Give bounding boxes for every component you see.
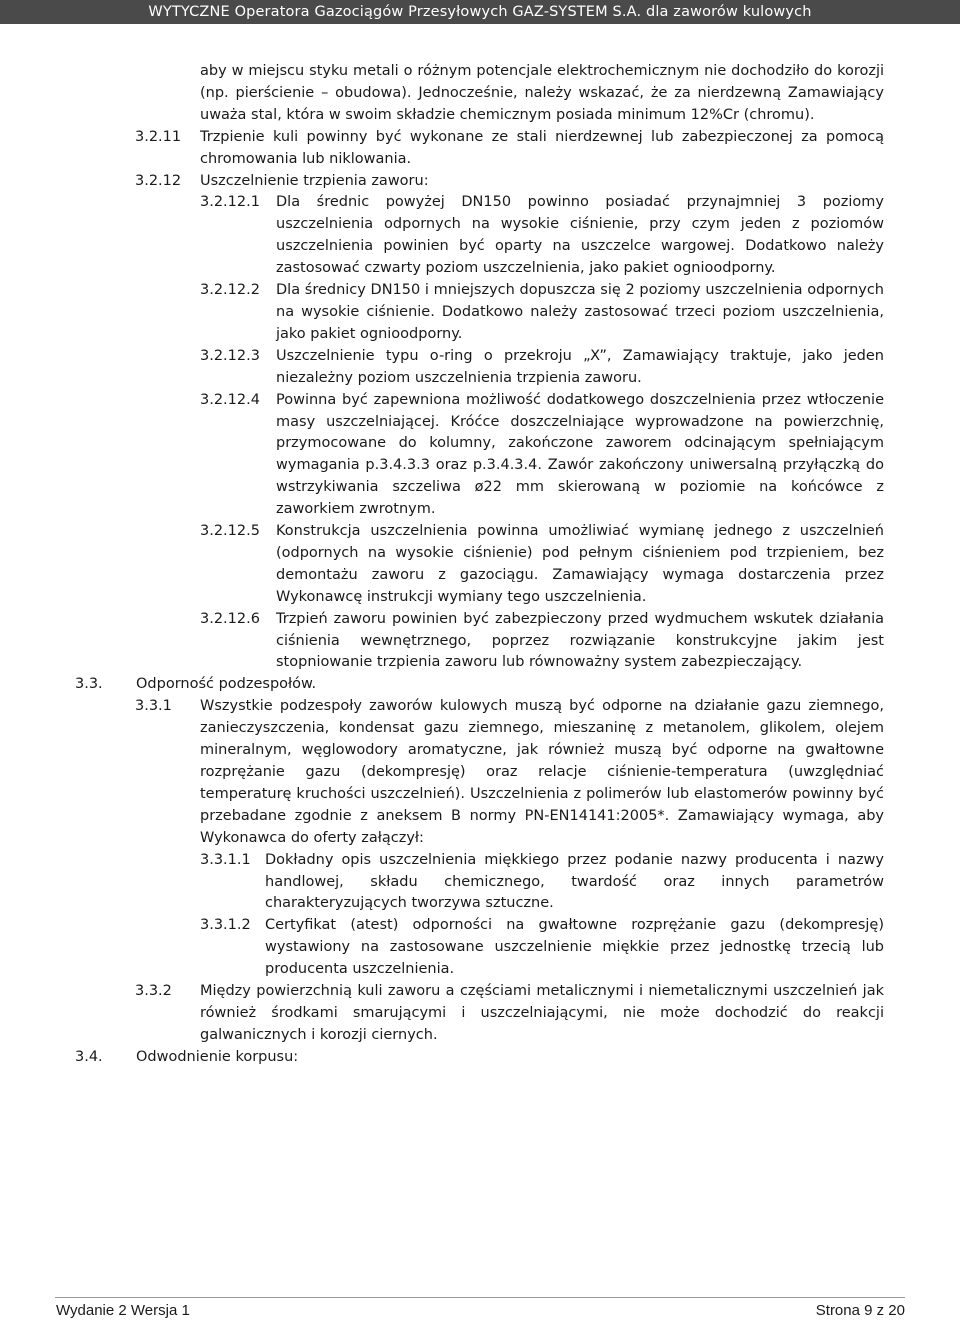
section-number: 3.4. xyxy=(75,1048,103,1065)
section-3-2-12-6 xyxy=(200,609,884,675)
paragraph-continuation xyxy=(200,61,884,127)
section-text: Dokładny opis uszczelnienia miękkiego przez podanie nazwy producenta i nazwy handlowej, składu chemicznego, twardość oraz innych parametrów charakteryzujących tworzywa sztuczne. xyxy=(265,851,884,912)
section-number: 3.2.12.6 xyxy=(200,610,260,627)
section-3-2-11 xyxy=(135,127,884,171)
section-3-2-12-5 xyxy=(200,521,884,609)
section-text: Między powierzchnią kuli zaworu a częściami metalicznymi i niemetalicznymi uszczelnień jak również środkami smarującymi i uszczelniającymi, nie może dochodzić do reakcji galwanicznych i korozji ciernych. xyxy=(200,983,884,1043)
section-number: 3.3.1.2 xyxy=(200,917,251,934)
section-number: 3.3.1.1 xyxy=(200,851,251,868)
section-number: 3.2.12.2 xyxy=(200,282,260,299)
paragraph-text: aby w miejscu styku metali o różnym potencjale elektrochemicznym nie dochodziło do korozji (np. pierścienie – obudowa). Jednocześnie, należy wskazać, że za nierdzewną Zamawiający uważa stal, która w swoim składzie chemicznym posiada minimum 12%Cr (chromu). xyxy=(200,63,884,123)
section-3-3 xyxy=(75,674,884,696)
section-text: Trzpienie kuli powinny być wykonane ze stali nierdzewnej lub zabezpieczonej za pomocą chromowania lub niklowania. xyxy=(200,128,884,167)
footer-divider xyxy=(55,1297,905,1298)
section-number: 3.2.12.4 xyxy=(200,391,260,408)
section-number: 3.2.12 xyxy=(135,172,182,189)
section-3-2-12-3 xyxy=(200,346,884,390)
section-3-4 xyxy=(75,1047,884,1069)
section-text: Trzpień zaworu powinien być zabezpieczony przed wydmuchem wskutek działania ciśnienia wewnętrznego, poprzez rozwiązanie konstrukcyjne jakim jest stopniowanie trzpienia zaworu lub równoważny system zabezpieczający. xyxy=(276,610,884,671)
section-number: 3.2.12.3 xyxy=(200,347,260,364)
section-number: 3.3.2 xyxy=(135,983,172,1000)
section-3-2-12-4 xyxy=(200,390,884,521)
section-number: 3.2.11 xyxy=(135,128,182,145)
section-number: 3.3.1 xyxy=(135,698,172,715)
section-text: Uszczelnienie typu o-ring o przekroju „X”, Zamawiający traktuje, jako jeden niezależny poziom uszczelnienia trzpienia zaworu. xyxy=(276,347,884,386)
section-text: Dla średnicy DN150 i mniejszych dopuszcza się 2 poziomy uszczelnienia odpornych na wysokie ciśnienie. Dodatkowo należy zastosować trzeci poziom uszczelnienia, jako pakiet ognioodporny. xyxy=(276,282,884,342)
section-3-3-1-2 xyxy=(200,915,884,981)
section-number: 3.2.12.1 xyxy=(200,194,260,211)
section-text: Odwodnienie korpusu: xyxy=(136,1048,299,1065)
section-3-2-12-1 xyxy=(200,192,884,280)
section-3-2-12 xyxy=(135,171,884,193)
section-text: Dla średnic powyżej DN150 powinno posiadać przynajmniej 3 poziomy uszczelnienia odpornych na wysokie ciśnienie, przy czym jeden z poziomów uszczelnienia powinien być oparty na uszczelce wargowej. Dodatkowo należy zastosować czwarty poziom uszczelnienia, jako pakiet ognioodporny. xyxy=(276,194,884,277)
section-3-3-1 xyxy=(135,696,884,849)
section-text: Wszystkie podzespoły zaworów kulowych muszą być odporne na działanie gazu ziemnego, zanieczyszczenia, kondensat gazu ziemnego, mieszaninę z metanolem, glikolem, olejem mineralnym, węglowodory aromatyczne, jak również muszą być odporne na gwałtowne rozprężanie gazu (dekompresję) oraz relacje ciśnienie-temperatura (uwzględniać temperaturę kruchości uszczelnień). Uszczelnienia z polimerów lub elastomerów powinny być przebadane zgodnie z aneksem B normy PN-EN14141:2005*. Zamawiający wymaga, aby Wykonawca do oferty załączył: xyxy=(200,698,884,846)
section-text: Powinna być zapewniona możliwość dodatkowego doszczelnienia przez wtłoczenie masy uszczelniającej. Króćce doszczelniające wyprowadzone na powierzchnię, przymocowane do kolumny, zakończone zaworem odcinającym spełniającym wymagania p.3.4.3.3 oraz p.3.4.3.4. Zawór zakończony uniwersalną przyłączką do wstrzykiwania szczeliwa ø22 mm skierowaną w poziomie na końcówce z zaworkiem zwrotnym. xyxy=(276,391,884,518)
section-3-2-12-2 xyxy=(200,280,884,346)
footer-page-number: Strona 9 z 20 xyxy=(815,1302,905,1319)
section-number: 3.2.12.5 xyxy=(200,523,260,540)
page-header xyxy=(0,0,960,24)
header-title: WYTYCZNE Operatora Gazociągów Przesyłowych GAZ-SYSTEM S.A. dla zaworów kulowych xyxy=(148,4,812,20)
footer-edition: Wydanie 2 Wersja 1 xyxy=(56,1302,190,1319)
section-text: Konstrukcja uszczelnienia powinna umożliwiać wymianę jednego z uszczelnień (odpornych na wysokie ciśnienie) pod pełnym ciśnieniem pod trzpieniem, bez demontażu zaworu z gazociągu. Zamawiający wymaga dostarczenia przez Wykonawcę instrukcji wymiany tego uszczelnienia. xyxy=(276,523,884,605)
section-number: 3.3. xyxy=(75,676,103,693)
document-body xyxy=(0,61,960,1069)
section-3-3-2 xyxy=(135,981,884,1047)
section-text: Odporność podzespołów. xyxy=(136,676,317,693)
section-text: Uszczelnienie trzpienia zaworu: xyxy=(200,172,429,189)
section-3-3-1-1 xyxy=(200,850,884,916)
section-text: Certyfikat (atest) odporności na gwałtowne rozprężanie gazu (dekompresję) wystawiony na zastosowane uszczelnienie miękkie przez jednostkę trzecią lub producenta uszczelnienia. xyxy=(265,917,884,978)
